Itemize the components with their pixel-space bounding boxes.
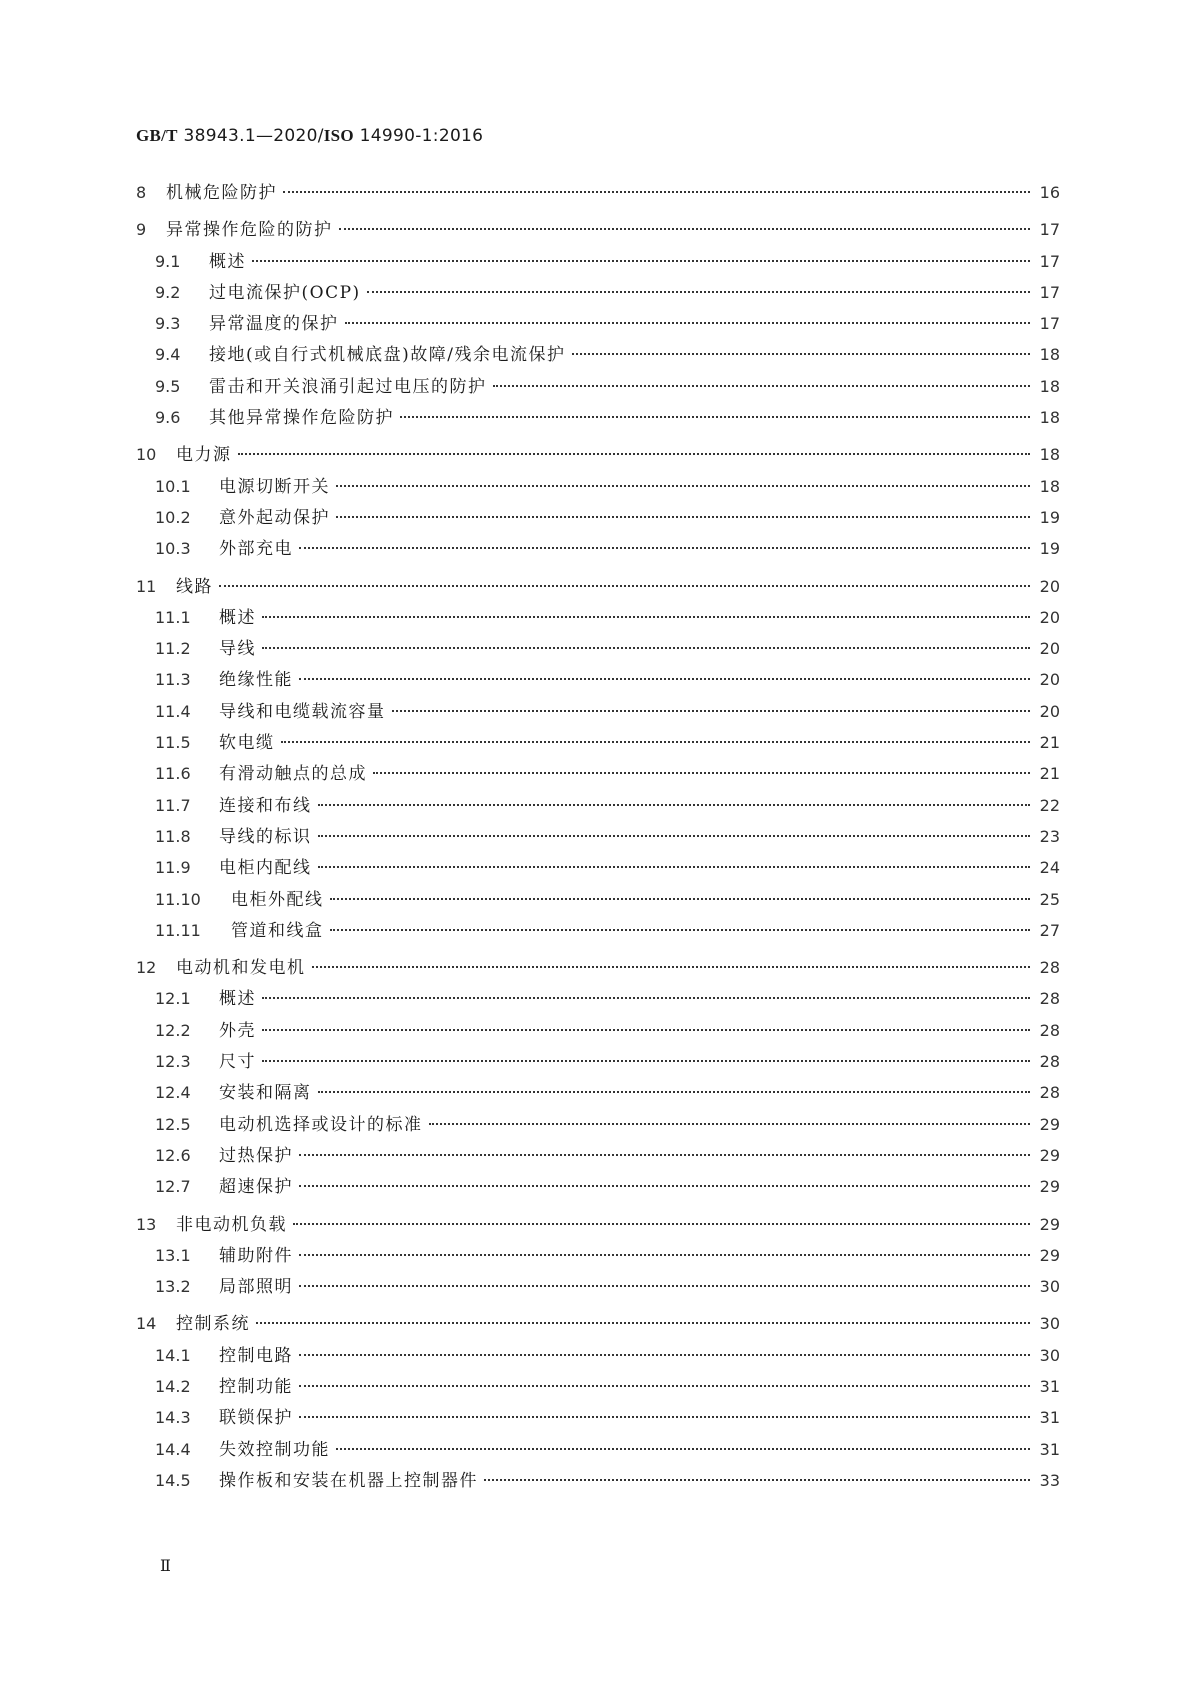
toc-entry-number: 11.2 <box>155 639 191 659</box>
toc-entry-title: 意外起动保护 <box>219 507 330 528</box>
toc-dot-leader <box>299 1385 1030 1387</box>
toc-dot-leader <box>262 1060 1030 1062</box>
toc-entry-number: 11.6 <box>155 764 191 784</box>
toc-dot-leader <box>262 1029 1030 1031</box>
toc-dot-leader <box>219 585 1030 587</box>
toc-entry-title: 电动机选择或设计的标准 <box>219 1114 423 1135</box>
toc-entry[interactable] <box>136 1435 1060 1466</box>
toc-dot-leader <box>318 804 1031 806</box>
toc-entry[interactable] <box>136 1141 1060 1172</box>
toc-dot-leader <box>318 835 1031 837</box>
toc-entry-number: 9.1 <box>155 251 181 271</box>
toc-dot-leader <box>336 485 1030 487</box>
toc-entry-title: 导线的标识 <box>219 826 312 847</box>
toc-entry-page: 18 <box>1039 345 1060 365</box>
toc-dot-leader <box>429 1123 1031 1125</box>
toc-dot-leader <box>283 191 1030 193</box>
toc-entry-page: 17 <box>1039 251 1060 271</box>
toc-entry[interactable] <box>136 1272 1060 1303</box>
toc-entry-page: 29 <box>1039 1245 1060 1265</box>
toc-entry-number: 8 <box>136 183 147 202</box>
toc-dot-leader <box>299 678 1030 680</box>
toc-entry-title: 连接和布线 <box>219 795 312 816</box>
toc-dot-leader <box>281 741 1031 743</box>
toc-entry-title: 控制电路 <box>219 1345 293 1366</box>
toc-entry[interactable] <box>136 1241 1060 1272</box>
toc-entry-page: 17 <box>1039 314 1060 334</box>
toc-entry-title: 管道和线盒 <box>231 920 324 941</box>
toc-entry[interactable] <box>136 791 1060 822</box>
toc-entry-page: 28 <box>1039 1020 1060 1040</box>
toc-entry-title: 非电动机负载 <box>176 1214 287 1235</box>
toc-entry-title: 超速保护 <box>219 1177 293 1198</box>
toc-entry-title: 概述 <box>219 607 256 628</box>
toc-entry-number: 14.3 <box>155 1408 191 1428</box>
toc-entry[interactable] <box>136 984 1060 1015</box>
toc-entry[interactable] <box>136 1047 1060 1078</box>
toc-entry-number: 12.6 <box>155 1145 191 1165</box>
toc-dot-leader <box>373 772 1030 774</box>
toc-entry-title: 有滑动触点的总成 <box>219 764 367 785</box>
toc-dot-leader <box>392 710 1031 712</box>
toc-entry-title: 线路 <box>176 576 213 597</box>
toc-entry-title: 控制功能 <box>219 1376 293 1397</box>
toc-entry-number: 11.3 <box>155 670 191 690</box>
toc-entry[interactable] <box>136 728 1060 759</box>
toc-entry-page: 17 <box>1039 220 1060 240</box>
toc-entry-title: 局部照明 <box>219 1277 293 1298</box>
toc-entry-page: 31 <box>1039 1376 1060 1396</box>
toc-entry[interactable] <box>136 1309 1060 1340</box>
document-header <box>136 126 483 146</box>
toc-entry-number: 9.4 <box>155 345 181 365</box>
toc-entry[interactable] <box>136 1110 1060 1141</box>
toc-dot-leader <box>339 228 1031 230</box>
toc-entry[interactable] <box>136 603 1060 634</box>
toc-entry[interactable] <box>136 309 1060 340</box>
toc-dot-leader <box>484 1479 1030 1481</box>
toc-entry[interactable] <box>136 853 1060 884</box>
toc-entry-number: 14.1 <box>155 1345 191 1365</box>
toc-entry-page: 23 <box>1039 826 1060 846</box>
toc-entry-title: 控制系统 <box>176 1314 250 1335</box>
toc-entry[interactable] <box>136 1210 1060 1241</box>
toc-entry-number: 13.2 <box>155 1277 191 1297</box>
toc-dot-leader <box>400 416 1030 418</box>
toc-entry-page: 30 <box>1039 1277 1060 1297</box>
toc-entry-number: 9.5 <box>155 376 181 396</box>
toc-entry-page: 24 <box>1039 858 1060 878</box>
toc-entry-number: 13.1 <box>155 1245 191 1265</box>
toc-entry-number: 12.1 <box>155 989 191 1009</box>
standard-number: 38943.1—2020/ <box>183 126 324 146</box>
toc-entry-number: 14 <box>136 1314 157 1334</box>
toc-entry[interactable] <box>136 403 1060 434</box>
toc-entry-title: 绝缘性能 <box>219 670 293 691</box>
toc-dot-leader <box>299 1254 1030 1256</box>
toc-entry[interactable] <box>136 634 1060 665</box>
toc-entry-page: 25 <box>1039 889 1060 909</box>
toc-entry-page: 20 <box>1039 701 1060 721</box>
toc-entry[interactable] <box>136 1341 1060 1372</box>
toc-entry-title: 外壳 <box>219 1020 256 1041</box>
toc-entry-number: 11.7 <box>155 795 191 815</box>
toc-entry[interactable] <box>136 472 1060 503</box>
toc-dot-leader <box>299 1285 1030 1287</box>
toc-entry-number: 14.2 <box>155 1376 191 1396</box>
toc-entry-title: 外部充电 <box>219 539 293 560</box>
toc-entry-title: 接地(或自行式机械底盘)故障/残余电流保护 <box>209 345 566 366</box>
toc-entry-title: 电动机和发电机 <box>176 958 306 979</box>
toc-entry[interactable] <box>136 572 1060 603</box>
toc-entry-page: 28 <box>1039 958 1060 978</box>
toc-entry-page: 33 <box>1039 1470 1060 1490</box>
toc-entry[interactable] <box>136 759 1060 790</box>
toc-entry-page: 31 <box>1039 1408 1060 1428</box>
toc-entry-number: 13 <box>136 1214 157 1234</box>
toc-entry-page: 29 <box>1039 1114 1060 1134</box>
toc-entry-number: 14.5 <box>155 1470 191 1490</box>
toc-entry-number: 10.3 <box>155 539 191 559</box>
toc-entry-number: 12 <box>136 958 157 978</box>
toc-entry-title: 辅助附件 <box>219 1245 293 1266</box>
toc-dot-leader <box>238 453 1031 455</box>
toc-entry-page: 20 <box>1039 639 1060 659</box>
toc-entry-page: 22 <box>1039 795 1060 815</box>
toc-entry-page: 18 <box>1039 408 1060 428</box>
toc-entry[interactable] <box>136 534 1060 565</box>
toc-entry[interactable] <box>136 1372 1060 1403</box>
toc-entry[interactable] <box>136 178 1060 209</box>
toc-entry[interactable] <box>136 247 1060 278</box>
toc-dot-leader <box>299 1185 1030 1187</box>
toc-entry-number: 11.10 <box>155 889 201 909</box>
toc-entry-title: 电柜内配线 <box>219 858 312 879</box>
toc-entry-page: 18 <box>1039 445 1060 465</box>
toc-entry-number: 9.6 <box>155 408 181 428</box>
toc-entry-title: 概述 <box>219 989 256 1010</box>
toc-entry-number: 12.4 <box>155 1083 191 1103</box>
toc-entry-page: 28 <box>1039 1083 1060 1103</box>
toc-dot-leader <box>262 616 1030 618</box>
toc-dot-leader <box>262 997 1030 999</box>
toc-entry-number: 14.4 <box>155 1439 191 1459</box>
toc-entry-number: 12.2 <box>155 1020 191 1040</box>
toc-entry-page: 21 <box>1039 764 1060 784</box>
toc-entry[interactable] <box>136 953 1060 984</box>
toc-dot-leader <box>345 322 1031 324</box>
toc-entry[interactable] <box>136 440 1060 471</box>
toc-entry-number: 9 <box>136 220 147 240</box>
page-folio: Ⅱ <box>160 1556 171 1575</box>
toc-entry-page: 18 <box>1039 376 1060 396</box>
toc-entry[interactable] <box>136 1078 1060 1109</box>
toc-entry-page: 19 <box>1039 539 1060 559</box>
toc-entry-page: 18 <box>1039 476 1060 496</box>
toc-entry[interactable] <box>136 503 1060 534</box>
toc-entry-title: 尺寸 <box>219 1052 256 1073</box>
toc-entry-page: 29 <box>1039 1177 1060 1197</box>
toc-entry-page: 28 <box>1039 989 1060 1009</box>
toc-entry-page: 29 <box>1039 1145 1060 1165</box>
toc-entry-title: 异常温度的保护 <box>209 314 339 335</box>
toc-dot-leader <box>256 1322 1030 1324</box>
toc-entry-page: 19 <box>1039 507 1060 527</box>
toc-entry-title: 失效控制功能 <box>219 1439 330 1460</box>
toc-entry-number: 11.5 <box>155 733 191 753</box>
toc-entry-title: 安装和隔离 <box>219 1083 312 1104</box>
toc-entry-number: 9.2 <box>155 282 181 302</box>
toc-entry-title: 其他异常操作危险防护 <box>209 408 394 429</box>
toc-dot-leader <box>293 1223 1030 1225</box>
toc-entry-number: 10 <box>136 445 157 465</box>
toc-dot-leader <box>493 385 1031 387</box>
toc-entry[interactable] <box>136 1016 1060 1047</box>
toc-dot-leader <box>299 1154 1030 1156</box>
toc-entry-title: 联锁保护 <box>219 1408 293 1429</box>
toc-entry-title: 操作板和安装在机器上控制器件 <box>219 1470 478 1491</box>
toc-entry[interactable] <box>136 215 1060 246</box>
toc-dot-leader <box>299 1416 1030 1418</box>
toc-entry-title: 雷击和开关浪涌引起过电压的防护 <box>209 376 487 397</box>
iso-number: 14990-1:2016 <box>359 126 484 146</box>
toc-entry-number: 12.3 <box>155 1052 191 1072</box>
toc-entry[interactable] <box>136 665 1060 696</box>
toc-entry-number: 11.9 <box>155 858 191 878</box>
toc-entry-page: 20 <box>1039 607 1060 627</box>
toc-entry[interactable] <box>136 1172 1060 1203</box>
toc-dot-leader <box>572 353 1031 355</box>
toc-entry[interactable] <box>136 822 1060 853</box>
toc-dot-leader <box>318 866 1031 868</box>
toc-entry[interactable] <box>136 697 1060 728</box>
toc-entry-page: 21 <box>1039 733 1060 753</box>
toc-dot-leader <box>367 291 1030 293</box>
standard-code: GB/T <box>136 126 178 145</box>
toc-entry-page: 30 <box>1039 1314 1060 1334</box>
toc-entry-number: 9.3 <box>155 314 181 334</box>
toc-entry[interactable] <box>136 885 1060 916</box>
toc-dot-leader <box>252 260 1030 262</box>
toc-entry-title: 机械危险防护 <box>166 183 277 203</box>
toc-entry[interactable] <box>136 1403 1060 1434</box>
toc-dot-leader <box>330 929 1031 931</box>
toc-entry-number: 11.4 <box>155 701 191 721</box>
toc-entry-title: 过电流保护(OCP) <box>209 282 361 303</box>
iso-code: ISO <box>323 126 354 145</box>
toc-entry-page: 27 <box>1039 920 1060 940</box>
toc-dot-leader <box>262 647 1030 649</box>
toc-entry-title: 异常操作危险的防护 <box>166 220 333 241</box>
toc-dot-leader <box>336 1448 1030 1450</box>
toc-entry[interactable] <box>136 340 1060 371</box>
toc-entry-number: 10.1 <box>155 476 191 496</box>
toc-dot-leader <box>336 516 1030 518</box>
toc-entry-page: 28 <box>1039 1052 1060 1072</box>
toc-entry-page: 20 <box>1039 670 1060 690</box>
toc-entry-number: 10.2 <box>155 507 191 527</box>
toc-entry[interactable] <box>136 1466 1060 1497</box>
toc-entry-page: 17 <box>1039 282 1060 302</box>
toc-entry-page: 31 <box>1039 1439 1060 1459</box>
toc-entry-number: 12.5 <box>155 1114 191 1134</box>
toc-entry-number: 11.11 <box>155 920 201 940</box>
toc-entry[interactable] <box>136 372 1060 403</box>
toc-entry-number: 11.8 <box>155 826 191 846</box>
toc-dot-leader <box>299 547 1030 549</box>
toc-entry-title: 电柜外配线 <box>231 889 324 910</box>
toc-entry-title: 电力源 <box>176 445 232 466</box>
toc-entry-number: 12.7 <box>155 1177 191 1197</box>
toc-entry-number: 11.1 <box>155 607 191 627</box>
toc-entry-title: 电源切断开关 <box>219 476 330 497</box>
toc-entry-title: 导线和电缆载流容量 <box>219 701 386 722</box>
toc-entry-page: 29 <box>1039 1214 1060 1234</box>
toc-dot-leader <box>299 1354 1030 1356</box>
toc-entry-page: 16 <box>1039 183 1060 202</box>
toc-entry[interactable] <box>136 278 1060 309</box>
toc-entry-title: 软电缆 <box>219 733 275 754</box>
toc-entry-number: 11 <box>136 576 157 596</box>
toc-entry-title: 过热保护 <box>219 1145 293 1166</box>
toc-entry-title: 导线 <box>219 639 256 660</box>
toc-entry[interactable] <box>136 916 1060 947</box>
toc-entry-page: 30 <box>1039 1345 1060 1365</box>
toc-entry-page: 20 <box>1039 576 1060 596</box>
toc-entry-title: 概述 <box>209 251 246 272</box>
toc-dot-leader <box>330 898 1031 900</box>
toc-dot-leader <box>312 966 1031 968</box>
toc-dot-leader <box>318 1091 1031 1093</box>
table-of-contents <box>136 178 1060 1497</box>
